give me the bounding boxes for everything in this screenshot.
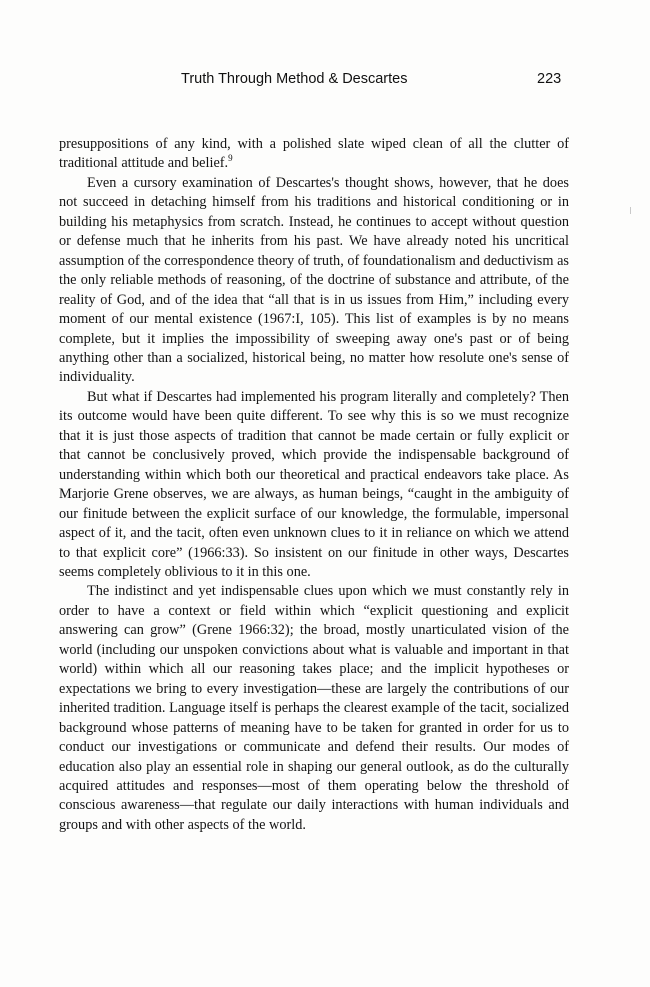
running-head (0, 71, 650, 93)
footnote-reference: 9 (228, 153, 233, 164)
paragraph-2: Even a cursory examination of Descartes's thought shows, however, that he does not succeed in detaching himself from his traditions and historical conditioning or in building his metaphysics from scratch. Instead, he continues to accept without question or defense much that he inherits from his past. We have already noted his uncritical assumption of the correspondence theory of truth, of foundationalism and deductivism as the only reliable methods of reasoning, of the doctrine of substance and attribute, of the reality of God, and of the idea that “all that is in us issues from Him,” including every moment of our mental existence (1967:I, 105). This list of examples is by no means complete, but it implies the impossibility of sweeping away one's past or of being anything other than a socialized, historical being, no matter how resolute one's sense of individuality. (59, 174, 569, 386)
margin-mark (630, 207, 631, 214)
page-number: 223 (537, 71, 562, 87)
paragraph-1-text: presuppositions of any kind, with a polished slate wiped clean of all the clutter of traditional attitude and belief. (59, 136, 569, 172)
paragraph-1 (59, 135, 569, 174)
body-text (59, 135, 569, 835)
running-title: Truth Through Method & Descartes (181, 71, 408, 87)
paragraph-4: The indistinct and yet indispensable clues upon which we must constantly rely in order to have a context or field within which “explicit questioning and explicit answering can grow” (Grene 1966:32); the broad, mostly unarticulated vision of the world (including our unspoken convictions about what is valuable and important in that world) within which all our reasoning takes place; and the implicit hypotheses or expectations we bring to every investigation—these are largely the contributions of our inherited tradition. Language itself is perhaps the clearest example of the tacit, socialized background whose patterns of meaning have to be taken for granted in order for us to conduct our investigations or communicate and defend their results. Our modes of education also play an essential role in shaping our general outlook, as do the culturally acquired attitudes and responses—most of them operating below the threshold of conscious awareness—that regulate our daily interactions with human individuals and groups and with other aspects of the world. (59, 583, 569, 833)
paragraph-3: But what if Descartes had implemented his program literally and completely? Then its outcome would have been quite different. To see why this is so we must recognize that it is just those aspects of tradition that cannot be made certain or fully explicit or that cannot be conclusively proved, which provide the indispensable background of understanding within which both our theoretical and practical endeavors take place. As Marjorie Grene observes, we are always, as human beings, “caught in the ambiguity of our finitude between the explicit surface of our knowledge, the formulable, impersonal aspect of it, and the tacit, often even unknown clues to it in reliance on which we attend to that explicit core” (1966:33). So insistent on our finitude in other ways, Descartes seems completely oblivious to it in this one. (59, 388, 569, 580)
